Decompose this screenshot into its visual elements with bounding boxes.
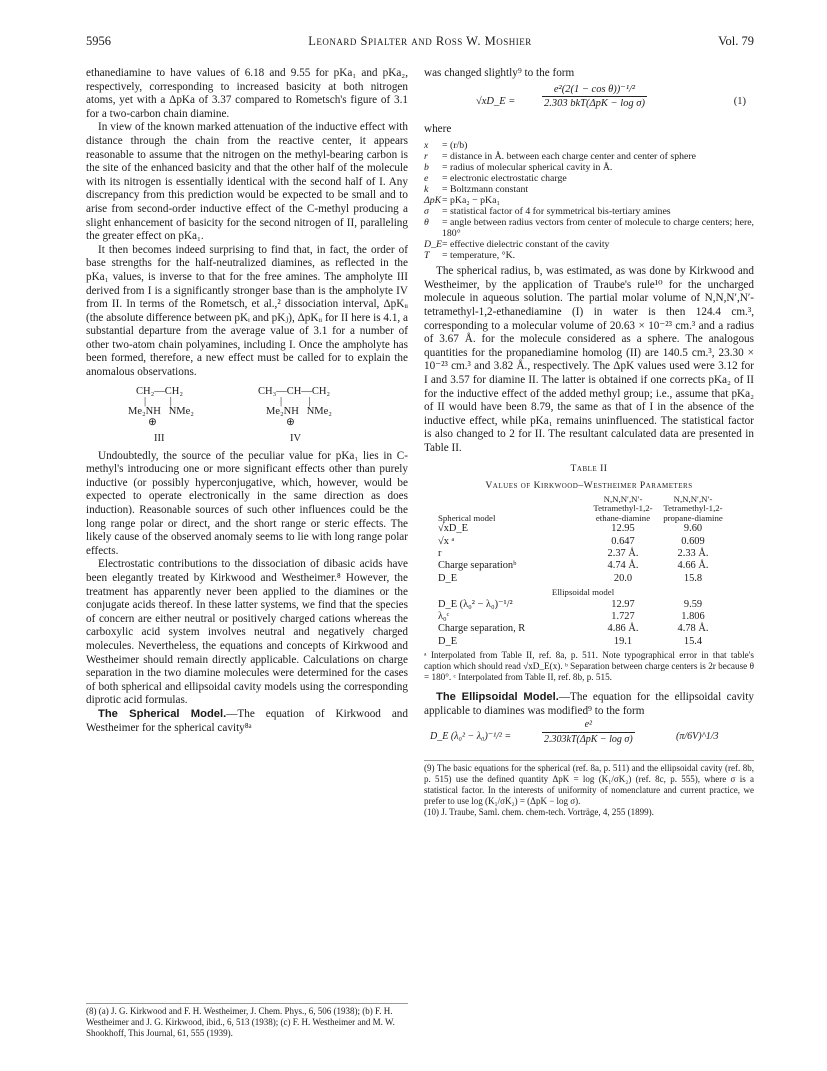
- definition-row: [424, 140, 754, 151]
- footnote-10: (10) J. Traube, Saml. chem. chem-tech. Vorträge, 4, 255 (1899).: [424, 806, 654, 817]
- column-header: N,N,N′,N′-Tetramethyl-1,2-ethane-diamine: [593, 493, 653, 523]
- table-title: Values of Kirkwood–Westheimer Parameters: [485, 480, 693, 492]
- cell-value: 4.74 Å.: [607, 560, 639, 572]
- section-heading: The Ellipsoidal Model.: [436, 691, 559, 704]
- row-label: D_E: [438, 572, 458, 584]
- structure-IV-label: IV: [290, 432, 302, 444]
- row-label: Charge separationᵇ: [438, 560, 517, 572]
- symbol: D_E: [424, 239, 442, 251]
- definition: = Boltzmann constant: [442, 184, 529, 196]
- cell-value: 15.4: [683, 635, 703, 647]
- structure-III-chain: CH₂—CH₂: [136, 385, 183, 397]
- definition: = pKa₂ − pKa₁: [442, 195, 500, 207]
- cell-value: 4.86 Å.: [607, 623, 639, 635]
- left-column: [86, 67, 408, 735]
- definition-row: [424, 173, 754, 184]
- table-row: [438, 548, 728, 560]
- table-row: [438, 623, 728, 635]
- structure-III-amines: Me₂NH NMe₂: [128, 405, 194, 417]
- row-label: Charge separation, R: [438, 623, 526, 635]
- cell-value: 15.8: [683, 572, 703, 584]
- structure-IV-amines: Me₂NH NMe₂: [266, 405, 332, 417]
- table-row: [438, 573, 728, 585]
- table-row: [438, 636, 728, 648]
- paragraph: Electrostatic contributions to the dissociation of dibasic acids have been elegantly treated by Kirkwood and Westheimer.⁸ However, the treatment has apparently never been applied to the diamines or the conjugate acids thereof. In these latter systems, we find that the species of concern are either neutral or positively charged cations whereas the carboxylic acid system involves neutral and negatively charged molecules. Nevertheless, the equations and concepts of Kirkwood and Westheimer should remain directly applicable. Calculations on charge separation in the two diamine molecules were determined for the cases of both spherical and ellipsoidal cavity models using the corresponding diprotic acid formulas.: [86, 558, 408, 707]
- cell-value: 4.66 Å.: [677, 560, 709, 572]
- section-heading: The Spherical Model.: [98, 707, 227, 720]
- definition-row: [424, 217, 754, 239]
- definition: = statistical factor of 4 for symmetrical bis-tertiary amines: [442, 206, 671, 218]
- equation-2: D_E (λ₀² − λ₀)⁻¹/² = e² 2.303kT(ΔpK − log σ) (π/6V)^1/3: [430, 719, 719, 746]
- symbol: k: [424, 184, 429, 196]
- cell-value: 19.1: [613, 635, 633, 647]
- cell-value: 2.33 Å.: [677, 548, 709, 559]
- row-label: D_E: [438, 635, 458, 647]
- cell-value: 20.0: [613, 572, 633, 584]
- footnote-8: (8) (a) J. G. Kirkwood and F. H. Westheimer, J. Chem. Phys., 6, 506 (1938); (b) F. H. Westheimer and J. G. Kirkwood, ibid., 6, 513 (1938); (c) F. H. Westheimer and M. W. Shookhoff, This Journal, 61, 555 (1939).: [86, 1003, 408, 1038]
- definition-row: [424, 184, 754, 195]
- cell-value: 2.37 Å.: [607, 548, 639, 559]
- definition-row: [424, 162, 754, 173]
- definition-row: [424, 250, 754, 261]
- symbol-definitions: [424, 140, 754, 261]
- symbol: x: [424, 140, 429, 152]
- equation-number: (1): [733, 95, 746, 107]
- paragraph-spherical-model: The Spherical Model.—The equation of Kirkwood and Westheimer for the spherical cavity⁸ᵃ: [86, 707, 408, 734]
- symbol: T: [424, 250, 430, 262]
- table-caption: Table II: [570, 462, 608, 474]
- definition: = (r/b): [442, 140, 468, 152]
- definition-row: [424, 195, 754, 206]
- paragraph: The spherical radius, b, was estimated, as was done by Kirkwood and Westheimer, by the application of Traube's rule¹⁰ for the uncharged molecule in aqueous solution. The partial molar volume of N,N,N′,N′-tetramethyl-1,2-ethanediamine (I) in water is then 124.4 cm.³, corresponding to a molecular volume of 20.63 × 10⁻²³ cm.³ and a radius of 3.67 Å. for the molecule considered as a sphere. The analogous quantities for the propanediamine homolog (II) are 140.5 cm.³, 23.30 × 10⁻²³ cm.³ and 3.82 Å., respectively. The ΔpK values used were 3.12 for I and 3.57 for diamine II. The latter is obtained if one corrects pKa₂ of II for the inductive effect of the added methyl group; i.e., assume that pKa₂ of II would have been 8.79, the same as that of I in the absence of the inductive effect, while pKa₁ remains uninfluenced. The statistical factor is also changed to 2 for II. The resultant calculated data are presented in Table II.: [424, 265, 754, 454]
- paragraph: Undoubtedly, the source of the peculiar value for pKa₁ lies in C-methyl's introducing one or more significant effects other than purely inductive (or possibly hyperconjugative, which, however, would be expected to operate electronically in the same direction as does induction). Reasonable sources of such other influences could be the long range polar or direct, and the short range or steric effects. The likely cause of the observed anomaly seems to lie with long range polar effects.: [86, 449, 408, 557]
- section-label: Ellipsoidal model: [551, 587, 615, 598]
- table-row: [438, 523, 728, 535]
- definition: = effective dielectric constant of the cavity: [442, 239, 610, 251]
- symbol: θ: [424, 217, 429, 229]
- definition: = electronic electrostatic charge: [442, 173, 567, 185]
- table-row: [438, 560, 728, 572]
- running-authors: Leonard Spialter and Ross W. Moshier: [308, 34, 532, 48]
- table-II: Spherical model N,N,N′,N′-Tetramethyl-1,2-ethane-diamine N,N,N′,N′-Tetramethyl-1,2-propane-diamine √xD_E 12.95 9.60 √x ᵃ 0.647 0.609 r 2.37 Å. 2.33 Å. Charge separationᵇ 4.74 Å. 4.66 Å. D_E 20.0 15.8 Ellipsoidal model D_E (λ₀² − λ₀)⁻¹/² 12.97 9.59 λ₀ᶜ 1.727 1.806 Charge separation, R 4.86 Å. 4.78 Å. D_E 19.1 15.4: [438, 495, 728, 649]
- row-label: D_E (λ₀² − λ₀)⁻¹/²: [438, 598, 513, 610]
- definition: = radius of molecular spherical cavity in Å.: [442, 162, 613, 174]
- paragraph: was changed slightly⁹ to the form: [424, 67, 575, 79]
- page-header: [86, 34, 754, 50]
- row-label: r: [438, 548, 442, 559]
- paragraph: In view of the known marked attenuation of the inductive effect with distance through the chain from the reactive center, it appears reasonable to assume that the nitrogen on the methyl-bearing carbon is the site of the enhanced basicity and that the other half of the molecule with its nitrogen is essentially identical with the second half of I. Any discrepancy from this prediction would be expected to be small and to arise from second-order inductive effect of the C-methyl producing a slight enhancement of basicity for the second nitrogen of II, paralleling the greater effect on pKa₁.: [86, 121, 408, 243]
- row-label: √x ᵃ: [438, 535, 455, 547]
- where-label: where: [424, 122, 452, 135]
- table-notes: ᵃ Interpolated from Table II, ref. 8a, p. 511. Note typographical error in that table's caption which should read √xD_E(x). ᵇ Separation between charge centers is 2r because θ = 180°. ᶜ Interpolated from Table II, ref. 8b, p. 515.: [424, 650, 754, 683]
- structures-figure: CH₂—CH₂ | | Me₂NH NMe₂ ⊕ III CH₃—CH—CH₂ | | Me₂NH NMe₂ ⊕ IV: [128, 385, 332, 444]
- cell-value: 1.727: [611, 611, 635, 623]
- footnote-9: (9) The basic equations for the spherical (ref. 8a, p. 511) and the ellipsoidal cavity (ref. 8b, p. 515) use the defined quantity ΔpK = log (K₁/σK₂) (ref. 8c, p. 555), where σ is a statistical factor. In the interests of uniformity of nomenclature and current practice, we prefer to use log (K₁/σK₂) = (ΔpK − log σ).: [424, 760, 754, 806]
- cell-value: 9.59: [683, 598, 703, 610]
- symbol: σ: [424, 206, 429, 218]
- structure-IV-charge: ⊕: [286, 416, 295, 428]
- cell-value: 1.806: [681, 611, 705, 623]
- volume-number: Vol. 79: [718, 34, 754, 48]
- paragraph: ethanediamine to have values of 6.18 and 9.55 for pKa₁ and pKa₂, respectively, corresponding to increased basicity at both nitrogen atoms, yet with a ΔpKa of 3.37 compared to Rometsch's figure of 3.1 for a two-carbon chain diamine.: [86, 67, 408, 120]
- symbol: e: [424, 173, 429, 185]
- definition-row: [424, 206, 754, 217]
- definition: = temperature, °K.: [442, 250, 516, 262]
- symbol: ΔpK: [424, 195, 442, 207]
- row-label: λ₀ᶜ: [438, 611, 450, 623]
- definition: = angle between radius vectors from center of molecule to charge centers; here, 180°: [442, 217, 754, 240]
- definition-row: [424, 151, 754, 162]
- structure-III-charge: ⊕: [148, 416, 157, 428]
- definition: = distance in Å. between each charge center and center of sphere: [442, 151, 696, 163]
- cell-value: 12.95: [611, 523, 635, 535]
- cell-value: 4.78 Å.: [677, 623, 709, 635]
- page-number: 5956: [86, 34, 111, 48]
- table-row: [438, 599, 728, 611]
- structure-III-label: III: [154, 432, 165, 444]
- symbol: b: [424, 162, 429, 174]
- column-header: N,N,N′,N′-Tetramethyl-1,2-propane-diamine: [663, 493, 723, 523]
- cell-value: 12.97: [611, 598, 635, 610]
- cell-value: 9.60: [683, 523, 703, 535]
- table-row: [438, 611, 728, 623]
- equation-1: √xD_E = e²(2(1 − cos θ))⁻¹/² 2.303 bkT(ΔpK − log σ) (1): [476, 83, 746, 110]
- cell-value: 0.609: [681, 535, 705, 547]
- definition-row: [424, 239, 754, 250]
- table-row: [438, 536, 728, 548]
- structure-IV-chain: CH₃—CH—CH₂: [258, 385, 331, 397]
- cell-value: 0.647: [611, 535, 635, 547]
- right-column: [424, 67, 754, 817]
- paragraph: It then becomes indeed surprising to find that, in fact, the order of base strengths for the half-neutralized diamines, as reflected in the pKa₁ values, is inverse to that for the free amines. The ampholyte III derived from I is a significantly stronger base than is the ampholyte IV from II. In terms of the Rometsch, et al.,² dissociation interval, ΔpKᵢᵢ (the absolute difference between pKᵢ and pKⱼ), ΔpKᵢᵢ for II here is 4.1, a substantial departure from the average value of 3.1 for a number of other two-atom chain polyamines, including I. Once the ampholyte has been formed, therefore, a new effect must be called for to explain the anomalous observations.: [86, 243, 408, 379]
- symbol: r: [424, 151, 428, 163]
- row-label: √xD_E: [438, 523, 468, 535]
- paragraph-ellipsoidal-model: The Ellipsoidal Model.—The equation for the ellipsoidal cavity applicable to diamines was modified⁹ to the form: [424, 691, 754, 717]
